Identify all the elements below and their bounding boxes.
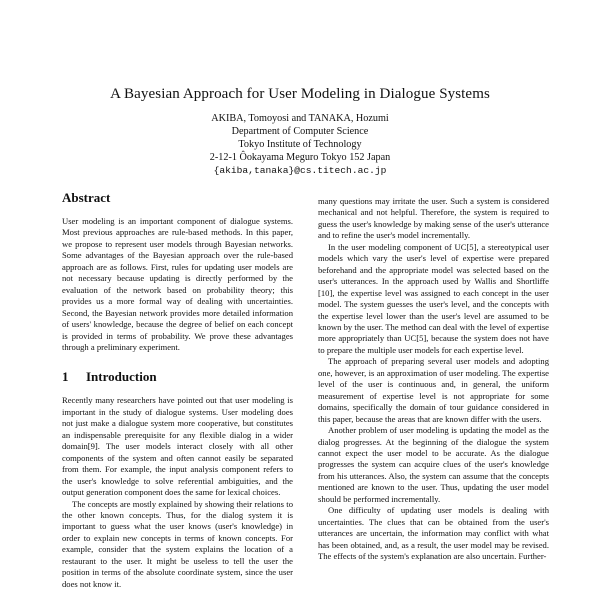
abstract-text: User modeling is an important component of dialogue systems. Most previous approaches are rule-based methods. In this paper, we propose to represent user models through Bayesian networks. Some advantages of the Bayesian approach over the rule-based approach are as follows. First, rules for updating user models are not necessary because updating is directly performed by the evaluation of the network based on probability theory; this provides us a more formal way of dealing with uncertainties. Second, the Bayesian network provides more detailed information of users' knowledge, because the degree of belief on each concept is provided in terms of probability. We prove these advantages through a preliminary experiment.: [62, 216, 293, 352]
paragraph: The approach of preparing several user models and adopting one, however, is an approximation of user modeling. The expertise level of the user is continuous and, in general, the uniform measurement of expertise level is not appropriate for some domains, specifically the domain of tour guidance considered in this paper, because the areas that are known differ with the users.: [318, 356, 549, 424]
paragraph: In the user modeling component of UC[5], a stereotypical user models which vary the user's level of expertise were prepared beforehand and the appropriate model was selected based on the user's utterances. In the approach used by Wallis and Shortliffe [10], the expertise level was assigned to each concept in the user model. The system guesses the user's level, and the concepts with the expertise level lower than the user's level are assumed to be known by the user. The method can deal with the level of expertise more appropriately than UC[5], because the system does not have to prepare the multiple user models for each expertise level.: [318, 241, 549, 355]
section-heading: [62, 369, 293, 385]
section-number: 1: [62, 369, 69, 385]
address: 2-12-1 Ôokayama Meguro Tokyo 152 Japan: [209, 152, 391, 163]
paper-title: A Bayesian Approach for User Modeling in Dialogue Systems: [110, 86, 490, 102]
abstract-heading: Abstract: [62, 190, 111, 205]
email: {akiba,tanaka}@cs.titech.ac.jp: [213, 165, 387, 176]
department: Department of Computer Science: [231, 126, 369, 137]
institute: Tokyo Institute of Technology: [238, 139, 362, 150]
right-column: [318, 196, 549, 600]
paragraph: many questions may irritate the user. Such a system is considered mechanical and not helpful. Therefore, the system is required to guess the user's knowledge by making sense of the user's utterance and to refine the user's model incrementally.: [318, 196, 549, 241]
paragraph: The concepts are mostly explained by showing their relations to the other known concepts. Thus, for the dialog system it is important to guess what the user knows (user's knowledge) in order to explain new concepts in terms of known concepts. For example, consider that the system explains the location of a restaurant to the user. It might be useless to tell the user the position in terms of the absolute coordinate system, since the user does not know it.: [62, 498, 293, 589]
paragraph: Recently many researchers have pointed out that user modeling is important in the study of dialogue systems. User modeling does not just make a dialogue system more cooperative, but constitutes an indispensable prerequisite for any flexible dialog in a wider domain[9]. The user models interact closely with all other components of the system and often cannot easily be separated from them. For example, the input analysis component refers to the user's knowledge to solve referential ambiguities, and the output generation component does the same for lexical choices.: [62, 395, 293, 498]
section-title: Introduction: [86, 369, 157, 385]
paragraph: One difficulty of updating user models is dealing with uncertainties. The clues that can be obtained from the user's utterances are uncertain, the information may conflict with what has been obtained, and, as a result, the user model may be revised. The effects of the system's explanation are also uncertain. Further-: [318, 505, 549, 562]
author-block: [0, 112, 600, 177]
author-names: AKIBA, Tomoyosi and TANAKA, Hozumi: [211, 113, 389, 124]
paragraph: Another problem of user modeling is updating the model as the dialog progresses. At the beginning of the dialogue the system cannot expect the user model to be accurate. As the dialogue progresses the system can acquire clues of the user's knowledge from his utterances. Also, the system can assume that the concepts mentioned are known to the user. Thus, updating the user model should be performed incrementally.: [318, 425, 549, 504]
left-column: [62, 190, 293, 600]
